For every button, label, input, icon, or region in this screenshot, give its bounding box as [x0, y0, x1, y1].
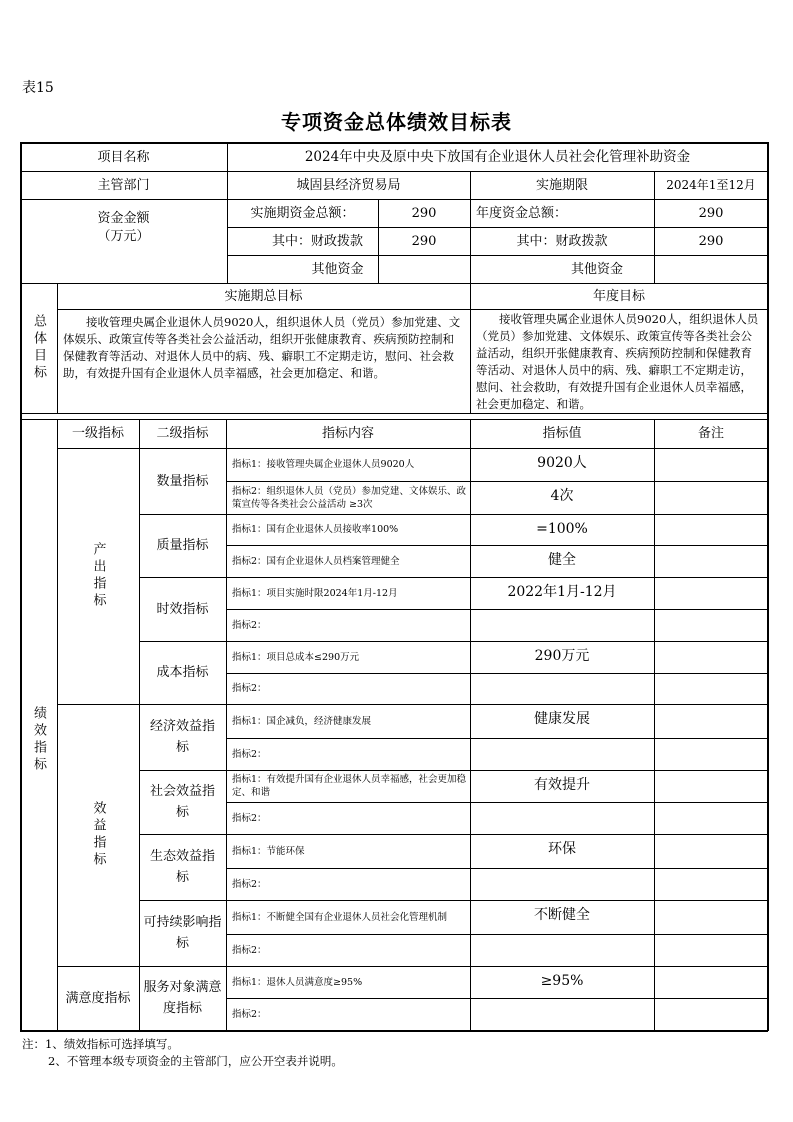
indicator-value: =100% [536, 521, 588, 537]
indicator-value: 环保 [548, 841, 576, 857]
goals-annual-text: 接收管理央属企业退休人员9020人，组织退休人员（党员）参加党建、文体娱乐、政策宣传等各类社会公益活动，组织开张健康教育、疾病预防控制和保健教育等活动、对退休人员中的病、残、癖职工不定期走访，慰问、社会救助，有效提升国有企业退休人员幸福感，社会更加稳定、和谐。 [476, 312, 759, 411]
indicator-content: 指标1：国企减负，经济健康发展 [232, 715, 372, 727]
goals-annual-header: 年度目标 [592, 288, 645, 304]
indicator-value [470, 609, 654, 640]
indicator-content: 指标1：节能环保 [232, 845, 305, 857]
dept-value: 城固县经济贸易局 [296, 177, 401, 193]
funds-annual-label: 年度资金总额： [476, 205, 568, 221]
grid-line [470, 419, 471, 1030]
project-name-value: 2024年中央及原中央下放国有企业退休人员社会化管理补助资金 [304, 148, 691, 165]
period-label: 实施期限 [535, 177, 588, 193]
indicator-remark [654, 966, 768, 998]
indicator-content: 指标2： [232, 878, 267, 890]
notes [22, 1036, 343, 1070]
grid-line [20, 419, 768, 420]
grid-line [139, 834, 768, 835]
indicator-remark [654, 641, 768, 673]
grid-line [226, 545, 768, 546]
grid-line [139, 577, 768, 578]
grid-line [139, 514, 768, 515]
funds-label [20, 199, 227, 257]
project-name-label: 项目名称 [97, 149, 150, 165]
funds-label-line2: （万元） [97, 229, 150, 244]
grid-line [226, 419, 227, 1030]
goals-period-text: 接收管理央属企业退休人员9020人，组织退休人员（党员）参加党建、文体娱乐、政策宣传等各类社会公益活动，组织开张健康教育、疾病预防控制和保健教育等活动、对退休人员中的病、残、癖职工不定期走访，慰问、社会救助，有效提升国有企业退休人员幸福感，社会更加稳定、和谐。 [63, 315, 461, 380]
indicator-remark [654, 673, 768, 704]
indicator-value [470, 998, 654, 1029]
indicator-value: 健康发展 [534, 711, 590, 727]
indicator-remark [654, 770, 768, 802]
indicator-content: 指标2： [232, 944, 267, 956]
level1-output: 产出指标 [90, 542, 106, 610]
grid-line [20, 142, 22, 1031]
funds-fiscal-label: 其中：财政拨款 [271, 233, 363, 249]
grid-line [226, 673, 768, 674]
indicator-value: 健全 [548, 552, 576, 568]
indicator-value [470, 673, 654, 704]
funds-total-label: 实施期资金总额： [250, 205, 355, 221]
indicator-remark [654, 834, 768, 868]
indicator-remark [654, 448, 768, 481]
indicator-content: 指标2： [232, 812, 267, 824]
level2-ecological: 生态效益指标 [150, 849, 215, 885]
grid-line [226, 868, 768, 869]
grid-line [226, 738, 768, 739]
indicator-value [470, 868, 654, 899]
level2-social: 社会效益指标 [150, 784, 215, 820]
grid-line [470, 171, 471, 283]
grid-line [20, 199, 768, 200]
indicator-remark [654, 738, 768, 770]
level2-timeliness: 时效指标 [156, 601, 209, 617]
header-level2: 二级指标 [156, 426, 209, 441]
level2-sustainable: 可持续影响指标 [143, 915, 222, 951]
grid-line [227, 255, 768, 256]
indicator-remark [654, 802, 768, 834]
grid-line [226, 481, 768, 482]
period-value: 2024年1至12月 [666, 177, 756, 192]
indicator-content: 指标1：不断健全国有企业退休人员社会化管理机制 [232, 911, 448, 923]
funds-fiscal-value: 290 [411, 233, 437, 249]
indicator-value: 290万元 [534, 648, 590, 664]
grid-line [57, 966, 768, 967]
indicator-content: 指标1：退休人员满意度≥95% [232, 976, 363, 988]
grid-line [378, 199, 379, 283]
indicator-value [470, 934, 654, 965]
grid-line [20, 171, 768, 172]
grid-line [226, 802, 768, 803]
level2-service: 服务对象满意度指标 [143, 980, 222, 1016]
funds-other-value [378, 255, 470, 283]
indicator-remark [654, 704, 768, 738]
indicator-remark [654, 998, 768, 1030]
indicator-content: 指标2： [232, 619, 267, 631]
funds-other-label: 其他资金 [311, 261, 364, 277]
indicator-remark [654, 481, 768, 514]
grid-line [226, 609, 768, 610]
indicator-remark [654, 868, 768, 900]
indicator-value: 9020人 [537, 455, 587, 471]
table-number: 表15 [22, 80, 54, 96]
indicator-remark [654, 545, 768, 577]
grid-line [654, 171, 655, 283]
indicator-value: ≥95% [540, 973, 584, 989]
perf-side-label: 绩效指标 [31, 705, 46, 774]
grid-line [654, 419, 655, 1030]
indicator-content: 指标1：项目总成本≤290万元 [232, 651, 360, 663]
level2-economic: 经济效益指标 [150, 719, 215, 755]
grid-line [470, 283, 471, 413]
indicator-remark [654, 577, 768, 609]
funds-annual-value: 290 [698, 205, 724, 221]
grid-line [57, 419, 58, 1030]
grid-line [57, 283, 58, 413]
header-remark: 备注 [697, 426, 724, 441]
grid-line [139, 900, 768, 901]
funds-total-value: 290 [411, 205, 437, 221]
level1-benefit: 效益指标 [90, 801, 106, 869]
indicator-remark [654, 900, 768, 934]
header-value: 指标值 [542, 426, 582, 441]
level2-cost: 成本指标 [156, 665, 209, 680]
grid-line [226, 934, 768, 935]
goals-period-header: 实施期总目标 [224, 288, 303, 304]
indicator-remark [654, 514, 768, 545]
indicator-content: 指标2： [232, 1008, 267, 1020]
grid-line [227, 227, 768, 228]
level2-quality: 质量指标 [156, 538, 209, 553]
indicator-value: 不断健全 [534, 907, 590, 923]
grid-line [139, 770, 768, 771]
note-1: 注：1、绩效指标可选择填写。 [22, 1037, 179, 1051]
grid-line [227, 142, 228, 283]
dept-label: 主管部门 [97, 177, 150, 193]
indicator-value: 2022年1月-12月 [507, 584, 617, 600]
indicator-content: 指标2：组织退休人员（党员）参加党建、文体娱乐、政策宣传等各类社会公益活动 ≥3次 [232, 485, 467, 510]
indicator-remark [654, 934, 768, 966]
funds-annual-other-label: 其他资金 [570, 261, 623, 277]
funds-annual-fiscal-label: 其中：财政拨款 [516, 233, 608, 249]
indicator-value: 有效提升 [534, 777, 590, 793]
header-level1: 一级指标 [71, 426, 124, 441]
header-content: 指标内容 [321, 426, 374, 441]
goals-side-label: 总体目标 [31, 314, 46, 382]
level1-satisfaction: 满意度指标 [65, 990, 131, 1006]
indicator-content: 指标1：有效提升国有企业退休人员幸福感，社会更加稳定、和谐 [232, 774, 467, 798]
grid-line [57, 309, 768, 310]
page-title: 专项资金总体绩效目标表 [281, 110, 512, 134]
indicator-content: 指标2： [232, 683, 267, 694]
grid-line [57, 448, 768, 449]
grid-line [139, 641, 768, 642]
funds-annual-other-value [654, 255, 768, 283]
funds-annual-fiscal-value: 290 [698, 233, 724, 249]
grid-line [20, 283, 768, 284]
indicator-content: 指标2：国有企业退休人员档案管理健全 [232, 555, 400, 567]
grid-line [20, 142, 768, 144]
grid-line [20, 413, 768, 414]
indicator-content: 指标1：国有企业退休人员接收率100% [232, 524, 399, 535]
indicator-value: 4次 [550, 488, 574, 504]
grid-line [767, 142, 769, 1031]
level2-quantity: 数量指标 [156, 473, 209, 489]
grid-line [139, 419, 140, 1030]
indicator-content: 指标1：接收管理央属企业退休人员9020人 [232, 459, 415, 470]
grid-line [57, 704, 768, 705]
indicator-content: 指标2： [232, 748, 267, 760]
indicator-content: 指标1：项目实施时限2024年1月-12月 [232, 587, 398, 599]
note-2: 2、不管理本级专项资金的主管部门，应公开空表并说明。 [48, 1054, 343, 1068]
indicator-remark [654, 609, 768, 641]
indicator-value [470, 738, 654, 769]
grid-line [226, 998, 768, 999]
indicator-value [470, 802, 654, 833]
grid-line [20, 1030, 768, 1032]
funds-label-line1: 资金金额 [97, 211, 150, 226]
